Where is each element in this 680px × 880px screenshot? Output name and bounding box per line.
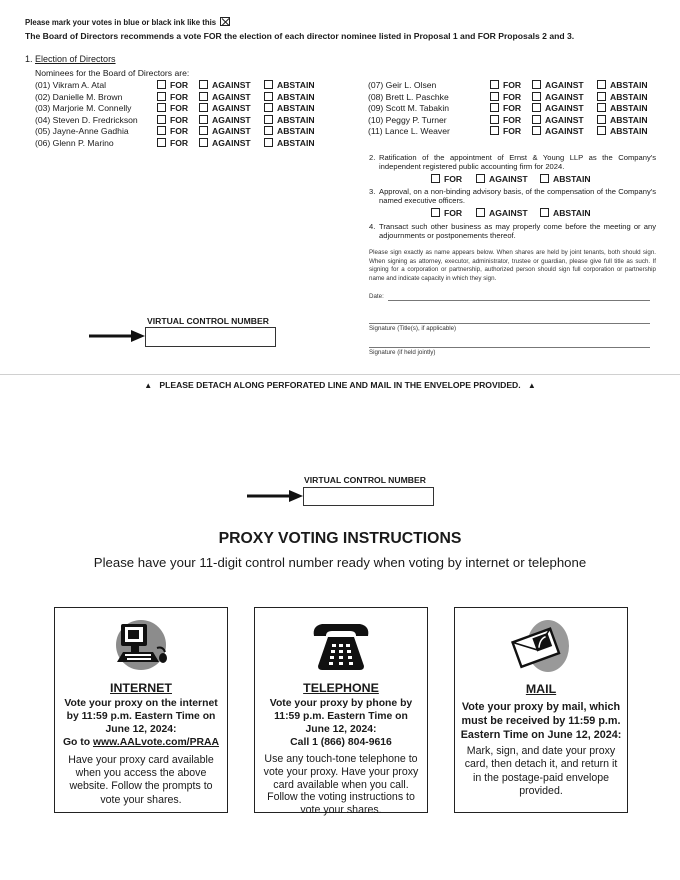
checkbox-icon[interactable] [532, 115, 541, 124]
checkbox-icon[interactable] [532, 126, 541, 135]
telephone-note: Use any touch-tone telephone to vote your proxy. Have your proxy card available when you call. Follow the voting instructions to vote your shares. [263, 753, 419, 817]
nominee-against-option[interactable]: AGAINST [199, 103, 251, 113]
nominee-row [35, 103, 335, 115]
date-label: Date: [369, 293, 384, 300]
nominee-abstain-option[interactable]: ABSTAIN [597, 80, 648, 90]
nominee-name: (05) Jayne-Anne Gadhia [35, 126, 129, 137]
proposal3-for-option[interactable]: FOR [431, 208, 462, 218]
telephone-method-box [254, 607, 428, 817]
proposal1-heading: 1. Election of Directors [25, 54, 116, 64]
telephone-icon [310, 620, 372, 672]
checkbox-icon[interactable] [199, 103, 208, 112]
proposal3-against-option[interactable]: AGAINST [476, 208, 528, 218]
nominee-for-option[interactable]: FOR [490, 115, 521, 125]
nominee-abstain-option[interactable]: ABSTAIN [597, 103, 648, 113]
telephone-number[interactable]: Call 1 (866) 804-9616 [290, 737, 392, 748]
checkbox-icon[interactable] [476, 208, 485, 217]
checkbox-icon[interactable] [264, 103, 273, 112]
mail-title: MAIL [525, 682, 557, 696]
computer-icon [113, 618, 169, 674]
nominee-name: (02) Danielle M. Brown [35, 91, 123, 102]
nominee-name: (01) Vikram A. Atal [35, 80, 107, 90]
nominee-row [368, 126, 668, 138]
checkbox-icon[interactable] [157, 115, 166, 124]
perforation-line [0, 374, 680, 375]
nominee-against-option[interactable]: AGAINST [199, 80, 251, 90]
checkbox-icon[interactable] [532, 103, 541, 112]
checkbox-icon[interactable] [157, 80, 166, 89]
proposal4: 4. Transact such other business as may properly come before the meeting or any adjournments or postponements thereof. [369, 222, 656, 240]
checkbox-icon[interactable] [540, 208, 549, 217]
checkbox-icon[interactable] [597, 103, 606, 112]
nominee-for-option[interactable]: FOR [157, 103, 188, 113]
checkbox-icon[interactable] [199, 92, 208, 101]
triangle-up-icon: ▲ [144, 381, 153, 390]
checkbox-icon[interactable] [199, 138, 208, 147]
nominee-against-option[interactable]: AGAINST [532, 103, 584, 113]
checkbox-icon[interactable] [264, 126, 273, 135]
nominee-name: (10) Peggy P. Turner [368, 114, 447, 125]
internet-note: Have your proxy card available when you access the above website. Follow the prompts to vote your shares. [68, 754, 214, 806]
checkbox-icon[interactable] [157, 138, 166, 147]
proposal2-for-option[interactable]: FOR [431, 174, 462, 184]
nominee-name: (11) Lance L. Weaver [368, 126, 450, 137]
nominee-abstain-option[interactable]: ABSTAIN [597, 92, 648, 102]
virtual-control-label-bottom: VIRTUAL CONTROL NUMBER [304, 475, 426, 485]
proposal3: 3. Approval, on a non-binding advisory basis, of the compensation of the Company's named executive officers. [369, 187, 656, 205]
checkbox-icon[interactable] [199, 80, 208, 89]
nominee-against-option[interactable]: AGAINST [199, 115, 251, 125]
nominee-row [35, 80, 335, 92]
checkbox-icon[interactable] [490, 126, 499, 135]
proposal2: 2. Ratification of the appointment of Ernst & Young LLP as the Company's independent registered public accounting firm for 2024. [369, 153, 656, 171]
nominee-row [368, 115, 668, 127]
virtual-control-number-field-top[interactable] [145, 327, 276, 347]
nominee-for-option[interactable]: FOR [157, 80, 188, 90]
checkbox-icon[interactable] [157, 92, 166, 101]
nominee-row [368, 92, 668, 104]
checkbox-icon[interactable] [199, 126, 208, 135]
nominee-for-option[interactable]: FOR [490, 103, 521, 113]
instructions-subtitle: Please have your 11-digit control number ready when voting by internet or telephone [93, 555, 587, 570]
nominee-abstain-option[interactable]: ABSTAIN [597, 126, 648, 136]
internet-method-box [54, 607, 228, 813]
nominee-against-option[interactable]: AGAINST [199, 92, 251, 102]
example-mark-icon [220, 17, 230, 26]
checkbox-icon[interactable] [264, 138, 273, 147]
signature-line[interactable] [369, 323, 650, 324]
instructions-title: PROXY VOTING INSTRUCTIONS [218, 530, 462, 547]
mail-note: Mark, sign, and date your proxy card, then detach it, and return it in the postage-paid envelope provided. [464, 745, 618, 798]
signature-label: Signature (Title(s), if applicable) [369, 325, 457, 332]
nominee-row [35, 126, 335, 138]
envelope-icon [510, 618, 572, 674]
nominee-name: (04) Steven D. Fredrickson [35, 114, 138, 125]
nominee-for-option[interactable]: FOR [157, 92, 188, 102]
mark-instruction: Please mark your votes in blue or black ink like this [25, 17, 230, 27]
checkbox-icon[interactable] [476, 174, 485, 183]
checkbox-icon[interactable] [597, 80, 606, 89]
checkbox-icon[interactable] [264, 92, 273, 101]
nominee-name: (06) Glenn P. Marino [35, 138, 114, 148]
nominee-for-option[interactable]: FOR [490, 126, 521, 136]
internet-title: INTERNET [110, 681, 172, 695]
signature-joint-line[interactable] [369, 347, 650, 348]
nominee-row [368, 80, 668, 92]
proposal2-against-option[interactable]: AGAINST [476, 174, 528, 184]
checkbox-icon[interactable] [199, 115, 208, 124]
nominee-against-option[interactable]: AGAINST [532, 80, 584, 90]
checkbox-icon[interactable] [431, 208, 440, 217]
nominee-for-option[interactable]: FOR [157, 138, 188, 148]
proposal3-abstain-option[interactable]: ABSTAIN [540, 208, 591, 218]
internet-deadline: Vote your proxy on the internet by 11:59 p.m. Eastern Time on June 12, 2024: Go to www.AALvote.com/PRAA [62, 698, 220, 748]
nominee-for-option[interactable]: FOR [157, 126, 188, 136]
nominee-abstain-option[interactable]: ABSTAIN [264, 80, 315, 90]
nominee-against-option[interactable]: AGAINST [199, 126, 251, 136]
checkbox-icon[interactable] [264, 115, 273, 124]
checkbox-icon[interactable] [431, 174, 440, 183]
date-line[interactable] [388, 300, 650, 301]
triangle-up-icon: ▲ [527, 381, 536, 390]
nominee-against-option[interactable]: AGAINST [532, 92, 584, 102]
checkbox-icon[interactable] [597, 115, 606, 124]
mail-deadline: Vote your proxy by mail, which must be received by 11:59 p.m. Eastern Time on June 12, 2024: [460, 701, 622, 741]
nominee-abstain-option[interactable]: ABSTAIN [264, 126, 315, 136]
checkbox-icon[interactable] [532, 92, 541, 101]
nominee-row [35, 138, 335, 150]
checkbox-icon[interactable] [597, 126, 606, 135]
checkbox-icon[interactable] [490, 115, 499, 124]
telephone-title: TELEPHONE [303, 681, 379, 695]
nominee-row [35, 92, 335, 104]
checkbox-icon[interactable] [490, 103, 499, 112]
telephone-deadline: Vote your proxy by phone by 11:59 p.m. Eastern Time on June 12, 2024: Call 1 (866) 804-9616 [258, 697, 424, 749]
mail-method-box [454, 607, 628, 813]
checkbox-icon[interactable] [157, 103, 166, 112]
nominee-row [35, 115, 335, 127]
signature-joint-label: Signature (if held jointly) [369, 349, 436, 356]
board-recommendation: The Board of Directors recommends a vote FOR the election of each director nominee listed in Proposal 1 and FOR Proposals 2 and 3. [25, 31, 575, 41]
nominee-name: (03) Marjorie M. Connelly [35, 103, 132, 114]
virtual-control-number-field-bottom[interactable] [303, 487, 434, 506]
nominee-for-option[interactable]: FOR [490, 92, 521, 102]
nominee-against-option[interactable]: AGAINST [199, 138, 251, 148]
checkbox-icon[interactable] [532, 80, 541, 89]
proposal2-abstain-option[interactable]: ABSTAIN [540, 174, 591, 184]
detach-instruction: ▲ PLEASE DETACH ALONG PERFORATED LINE AND MAIL IN THE ENVELOPE PROVIDED. ▲ [144, 380, 536, 390]
checkbox-icon[interactable] [264, 80, 273, 89]
arrow-right-icon [247, 490, 303, 502]
internet-voting-link[interactable]: www.AALvote.com/PRAA [92, 737, 220, 748]
nominee-against-option[interactable]: AGAINST [532, 115, 584, 125]
nominees-subtitle: Nominees for the Board of Directors are: [35, 68, 190, 78]
nominee-abstain-option[interactable]: ABSTAIN [264, 92, 315, 102]
checkbox-icon[interactable] [490, 92, 499, 101]
arrow-right-icon [89, 330, 145, 342]
nominee-abstain-option[interactable]: ABSTAIN [264, 103, 315, 113]
signing-note: Please sign exactly as name appears below. When shares are held by joint tenants, both should sign. When signing as attorney, executor, administrator, trustee or guardian, please give full title as such. If signing for a corporation or partnership, authorized person should sign full corporation or partnership name and indicate capacity in which they sign. [369, 249, 656, 282]
checkbox-icon[interactable] [597, 92, 606, 101]
nominee-name: (09) Scott M. Tabakin [368, 103, 450, 114]
checkbox-icon[interactable] [490, 80, 499, 89]
virtual-control-label-top: VIRTUAL CONTROL NUMBER [147, 316, 269, 326]
nominee-abstain-option[interactable]: ABSTAIN [264, 115, 315, 125]
nominee-for-option[interactable]: FOR [490, 80, 521, 90]
nominee-row [368, 103, 668, 115]
nominee-against-option[interactable]: AGAINST [532, 126, 584, 136]
nominee-name: (08) Brett L. Paschke [368, 91, 449, 102]
nominee-for-option[interactable]: FOR [157, 115, 188, 125]
nominee-name: (07) Geir L. Olsen [368, 80, 437, 90]
nominee-abstain-option[interactable]: ABSTAIN [264, 138, 315, 148]
checkbox-icon[interactable] [157, 126, 166, 135]
nominee-abstain-option[interactable]: ABSTAIN [597, 115, 648, 125]
checkbox-icon[interactable] [540, 174, 549, 183]
